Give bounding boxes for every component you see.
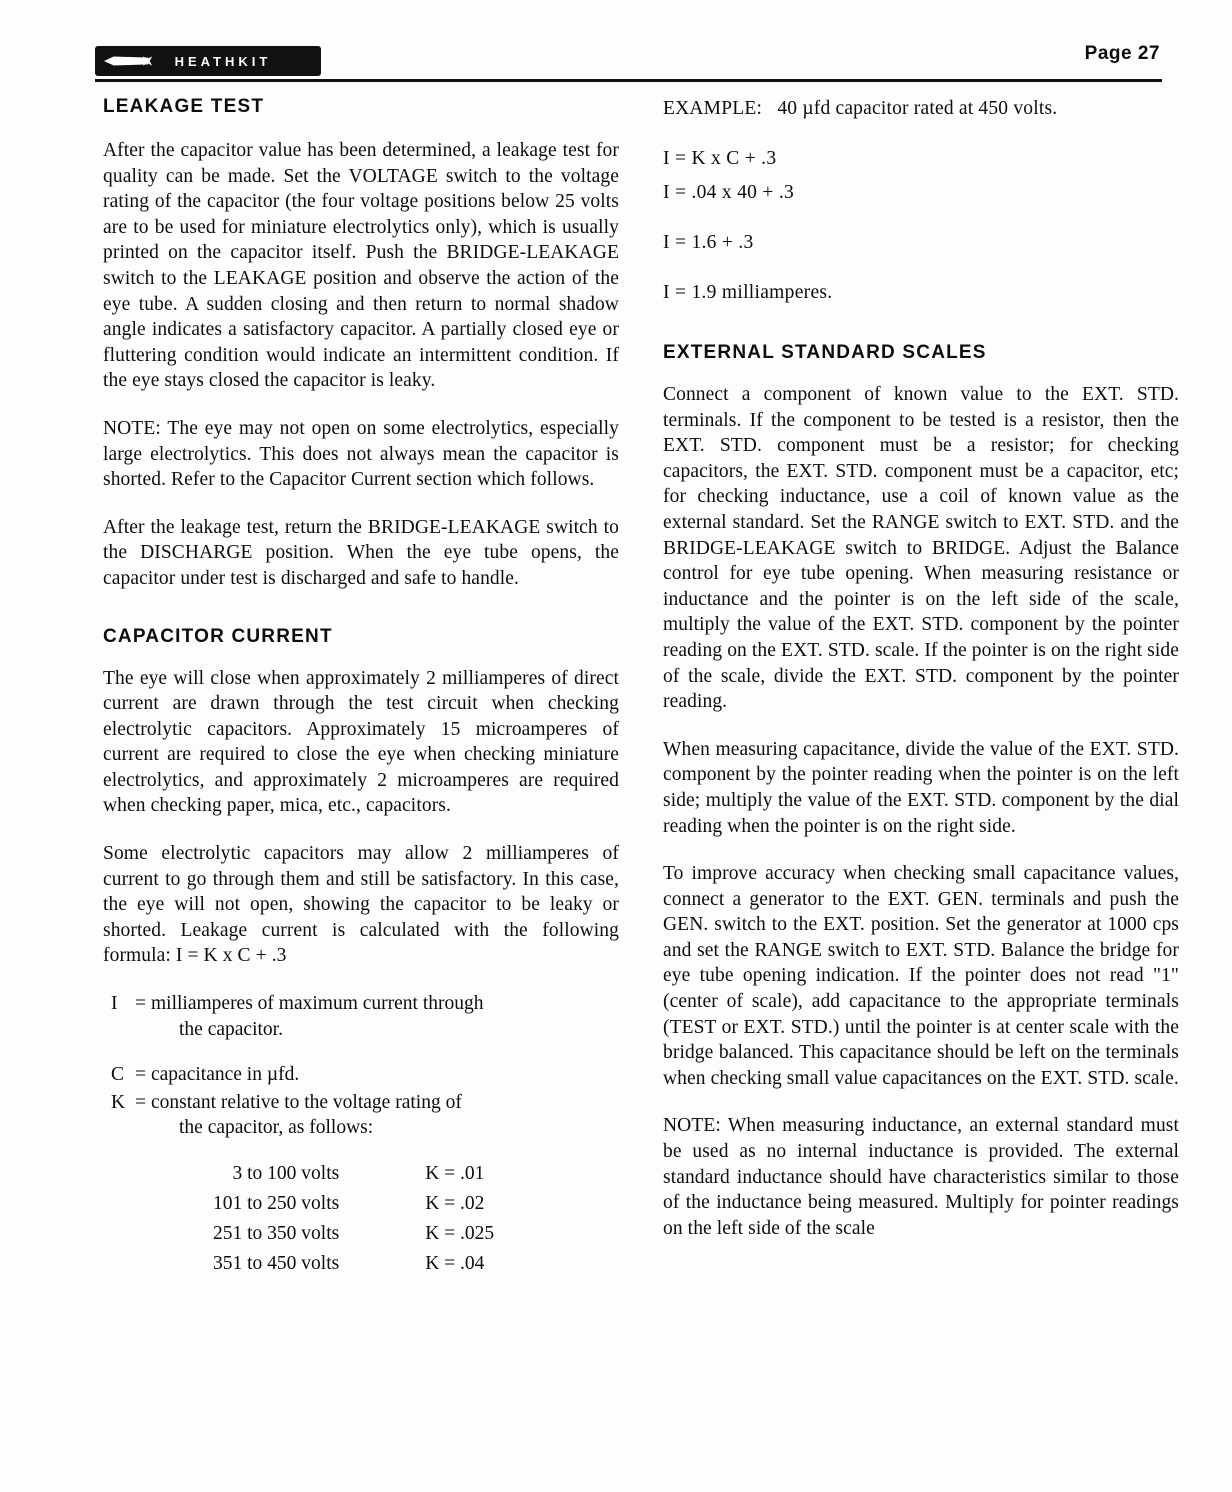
definition-i-text bbox=[151, 991, 619, 1042]
left-column bbox=[103, 96, 619, 1281]
brand-name: HEATHKIT bbox=[174, 53, 272, 69]
paragraph-ext-note: NOTE: When measuring inductance, an external standard must be used as no internal inductance is provided. The external standard inductance should have characteristics similar to those of the inductance being measured. Multiply for pointer readings on the left side of the scale bbox=[663, 1115, 1179, 1239]
paragraph-current-2: Some electrolytic capacitors may allow 2 milliamperes of current to go through them and still be satisfactory. In this case, the eye will not open, showing the capacitor to be leaky or shorted. Leakage current is calculated with the following formula: I = K x C + .3 bbox=[103, 843, 619, 967]
equation-1: I = K x C + .3 bbox=[663, 148, 777, 169]
voltage-range: 251 to 350 volts bbox=[213, 1223, 340, 1244]
paragraph-leakage-note: NOTE: The eye may not open on some electrolytics, especially large electrolytics. This does not always mean the capacitor is shorted. Refer to the Capacitor Current section which follows. bbox=[103, 417, 619, 491]
paragraph-current-1: The eye will close when approximately 2 milliamperes of direct current are drawn through the test circuit when checking electrolytic capacitors. Approximately 15 microamperes of current are required to close the eye when checking miniature electrolytics, and approximately 2 microamperes are required when checking paper, mica, etc., capacitors. bbox=[103, 667, 619, 817]
definition-k-symbol: K bbox=[111, 1091, 126, 1113]
equation-2: I = .04 x 40 + .3 bbox=[663, 182, 795, 203]
k-constant-table bbox=[213, 1161, 494, 1281]
equation-4: I = 1.9 milliamperes. bbox=[663, 282, 833, 303]
definition-i-line2: the capacitor. bbox=[179, 1018, 283, 1040]
definition-i-equals: = bbox=[135, 993, 146, 1015]
table-row bbox=[213, 1221, 494, 1251]
definition-c-text: capacitance in µfd. bbox=[151, 1064, 300, 1086]
voltage-range: 3 to 100 volts bbox=[232, 1163, 340, 1184]
definition-k bbox=[103, 1090, 619, 1141]
paragraph-ext-2: When measuring capacitance, divide the value of the EXT. STD. component by the pointer reading when the pointer is on the left side; multiply the value of the EXT. STD. component by the dial reading when the pointer is on the right side. bbox=[663, 738, 1179, 837]
k-value: K = .04 bbox=[425, 1253, 485, 1274]
example-label: EXAMPLE: bbox=[663, 98, 763, 119]
definition-k-line2: the capacitor, as follows: bbox=[179, 1117, 374, 1139]
table-row bbox=[213, 1161, 494, 1191]
heading-capacitor-current: CAPACITOR CURRENT bbox=[103, 625, 333, 647]
paragraph-ext-3: To improve accuracy when checking small capacitance values, connect a generator to the EXT. GEN. terminals and push the GEN. switch to the EXT. position. Set the generator at 1000 cps and set the RANGE switch to EXT. STD. Balance the bridge for eye tube opening indication. If the pointer does not read "1" (center of scale), add capacitance to the appropriate terminals (TEST or EXT. STD.) until the pointer is at center scale with the bridge balanced. This capacitance should be left on the terminals when checking small value capacitances on the EXT. STD. scale. bbox=[663, 863, 1179, 1089]
header-divider bbox=[95, 79, 1162, 82]
equation-3: I = 1.6 + .3 bbox=[663, 232, 754, 253]
table-row bbox=[213, 1191, 494, 1221]
definition-k-line1: constant relative to the voltage rating of bbox=[151, 1091, 462, 1113]
definition-i bbox=[103, 991, 619, 1042]
definition-c-symbol: C bbox=[111, 1064, 125, 1086]
k-value: K = .025 bbox=[425, 1223, 495, 1244]
definition-i-symbol: I bbox=[111, 993, 118, 1015]
definition-c bbox=[103, 1062, 619, 1088]
example-line bbox=[663, 96, 1179, 122]
formula-definitions bbox=[103, 991, 619, 1141]
heathkit-logo bbox=[95, 46, 321, 76]
definition-k-text bbox=[151, 1090, 619, 1141]
paragraph-ext-1: Connect a component of known value to the EXT. STD. terminals. If the component to be tested is a resistor, then the EXT. STD. component must be a resistor; for checking capacitors, the EXT. STD. component must be a capacitor, etc; for checking inductance, use a coil of known value as the external standard. Set the RANGE switch to EXT. STD. and the BRIDGE-LEAKAGE switch to BRIDGE. Adjust the Balance control for eye tube opening. When measuring resistance or inductance and the pointer is on the left side of the scale, multiply the value of the EXT. STD. component by the pointer reading on the EXT. STD. scale. If the pointer is on the right side of the scale, divide the EXT. STD. component by the pointer reading. bbox=[663, 384, 1179, 713]
two-column-body bbox=[0, 96, 1232, 1281]
heading-external-standard-scales: EXTERNAL STANDARD SCALES bbox=[663, 342, 987, 363]
example-text: 40 µfd capacitor rated at 450 volts. bbox=[777, 98, 1058, 119]
k-constant-table-body bbox=[213, 1161, 494, 1281]
paragraph-leakage-discharge: After the leakage test, return the BRIDGE-LEAKAGE switch to the DISCHARGE position. When the eye tube opens, the capacitor under test is discharged and safe to handle. bbox=[103, 516, 619, 589]
k-value: K = .01 bbox=[425, 1163, 485, 1184]
definition-k-equals: = bbox=[135, 1091, 146, 1113]
page-number: Page 27 bbox=[1084, 43, 1160, 64]
table-row bbox=[213, 1251, 494, 1281]
right-column bbox=[663, 96, 1179, 1281]
voltage-range: 351 to 450 volts bbox=[213, 1253, 340, 1274]
k-value: K = .02 bbox=[425, 1193, 485, 1214]
paragraph-leakage-1: After the capacitor value has been determined, a leakage test for quality can be made. Set the VOLTAGE switch to the voltage rating of the capacitor (the four voltage positions below 25 volts are to be used for miniature electrolytics only), which is usually printed on the capacitor itself. Push the BRIDGE-LEAKAGE switch to the LEAKAGE position and observe the action of the eye tube. A sudden closing and then return to normal shadow angle indicates a satisfactory capacitor. A partially closed eye or fluttering condition would indicate an intermittent condition. If the eye stays closed the capacitor is leaky. bbox=[103, 140, 619, 392]
definition-c-equals: = bbox=[135, 1064, 146, 1086]
definition-i-line1: milliamperes of maximum current through bbox=[151, 993, 484, 1015]
heading-leakage-test: LEAKAGE TEST bbox=[103, 96, 265, 117]
page-header bbox=[0, 38, 1232, 82]
voltage-range: 101 to 250 volts bbox=[213, 1193, 340, 1214]
